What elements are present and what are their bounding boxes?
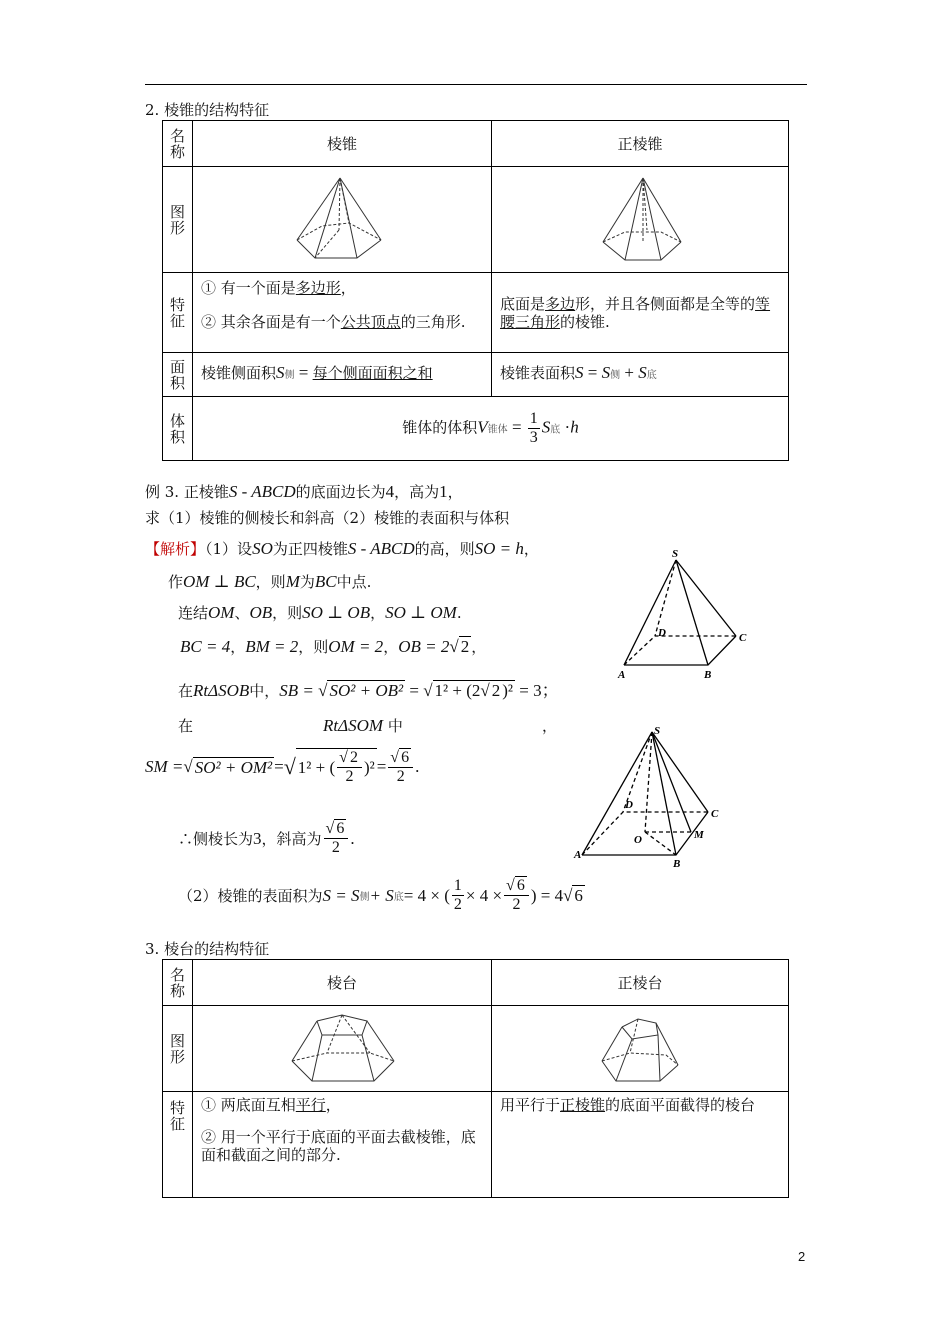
solution-line2: 作OM ⊥ BC，则M为BC中点. xyxy=(168,572,372,591)
area-label: 面 积 xyxy=(163,353,193,397)
section3-title: 3. 棱台的结构特征 xyxy=(145,940,270,958)
label-c: C xyxy=(739,632,747,644)
pyramid-area: 棱锥侧面积S侧 = 每个侧面面积之和 xyxy=(193,353,492,397)
solution-tag: 【解析】 xyxy=(145,540,206,558)
label-b: B xyxy=(704,669,712,681)
solution-line8: ∴侧棱长为 3 ，斜高为 $\frac{√ 6}{2}$ . xyxy=(178,820,355,856)
label-c2: C xyxy=(711,808,719,820)
solution-line6-b: RtΔSOM 中 xyxy=(323,716,403,735)
figure-label: 图 形 xyxy=(163,167,193,273)
solution-line9: （2）棱锥的表面积为 S = S 侧 + S 底 = 4 × ( $\frac{1}{2}$ × 4 × $\frac{√ 6}{2}$ ) = 4 √ 6 xyxy=(178,877,583,913)
regular-pyramid-drawing xyxy=(575,168,705,268)
example3-line2: 求（1）棱锥的侧棱长和斜高（2）棱锥的表面积与体积 xyxy=(145,509,510,527)
pyramid-table xyxy=(162,120,789,461)
frustum-figure xyxy=(193,1006,492,1092)
pyramid-feature-p2: ② 其余各面是有一个公共顶点的三角形. xyxy=(201,313,466,331)
header-regular-pyramid: 正棱锥 xyxy=(492,121,789,167)
regular-pyramid-feature: 底面是多边形，并且各侧面都是全等的等腰三角形的棱锥. xyxy=(492,273,789,353)
pyramid-feature xyxy=(193,273,492,353)
label-d: D xyxy=(658,627,666,639)
volume-label: 体 积 xyxy=(163,397,193,461)
solution-line1: 【解析】（1）设SO为正四棱锥S - ABCD的高，则SO = h， xyxy=(145,539,539,558)
solution-line5: 在RtΔSOB中，SB = √ SO² + OB² = √ 1² + (2√ 2 )² = 3； xyxy=(178,681,559,700)
frustum-feature-p2: ② 用一个平行于底面的平面去截棱锥，底面和截面之间的部分. xyxy=(201,1128,476,1164)
frustum-feature xyxy=(193,1092,492,1198)
section2-title: 2. 棱锥的结构特征 xyxy=(145,101,270,119)
frustum-feature-label: 特 征 xyxy=(163,1092,193,1198)
label-m2: M xyxy=(694,829,704,841)
label-s: S xyxy=(672,548,679,560)
label-d2: D xyxy=(625,799,633,811)
label-o2: O xyxy=(634,834,642,846)
pyramid-drawing xyxy=(277,168,407,268)
solution-line3: 连结OM、OB，则SO ⊥ OB，SO ⊥ OM. xyxy=(178,603,462,622)
page-number: 2 xyxy=(798,1249,806,1264)
pyramid-volume: 锥体的体积V锥体 = $\frac{1}{3}$ S底 ·h xyxy=(193,397,789,461)
pyramid-feature-p1: ① 有一个面是多边形， xyxy=(201,279,356,297)
header-name-cell: 名 称 xyxy=(163,121,193,167)
frustum-figure-label: 图 形 xyxy=(163,1006,193,1092)
regular-pyramid-figure xyxy=(492,167,789,273)
label-a: A xyxy=(618,669,626,681)
frustum-drawing xyxy=(282,1009,402,1085)
solution-line6-c: ， xyxy=(542,717,558,735)
solution-line7: SM = √ SO² + OM² = √ 1² + ( $\frac{√ 2}{2}$ )² = $\frac{√ 6}{2}$ . xyxy=(145,748,420,785)
pyramid-figure xyxy=(193,167,492,273)
solution-line4: BC = 4，BM = 2，则OM = 2，OB = 2√ 2 ， xyxy=(180,637,487,656)
pyramid-surface-area: 棱锥表面积S = S侧 + S底 xyxy=(492,353,789,397)
regular-frustum-drawing xyxy=(580,1009,700,1085)
solution-line6-a: 在 xyxy=(178,717,194,735)
feature-label: 特 征 xyxy=(163,273,193,353)
header-frustum: 棱台 xyxy=(193,960,492,1006)
frustum-feature-p1: ① 两底面互相平行， xyxy=(201,1096,341,1114)
frustum-table xyxy=(162,959,789,1198)
regular-frustum-feature: 用平行于正棱锥的底面平面截得的棱台 xyxy=(492,1092,789,1198)
label-s2: S xyxy=(654,725,661,737)
example3-line1: 例 3. 正棱锥S - ABCD的底面边长为4，高为1， xyxy=(145,482,463,501)
pyramid-som-figure xyxy=(568,722,738,872)
label-a2: A xyxy=(574,849,582,861)
pyramid-sabcd-figure xyxy=(608,543,758,683)
header-pyramid: 棱锥 xyxy=(193,121,492,167)
header-regular-frustum: 正棱台 xyxy=(492,960,789,1006)
fraction-one-third: $\frac{1}{3}$ xyxy=(529,410,538,446)
header-rule xyxy=(145,84,807,85)
label-b2: B xyxy=(673,858,681,870)
frustum-header-name: 名 称 xyxy=(163,960,193,1006)
regular-frustum-figure xyxy=(492,1006,789,1092)
